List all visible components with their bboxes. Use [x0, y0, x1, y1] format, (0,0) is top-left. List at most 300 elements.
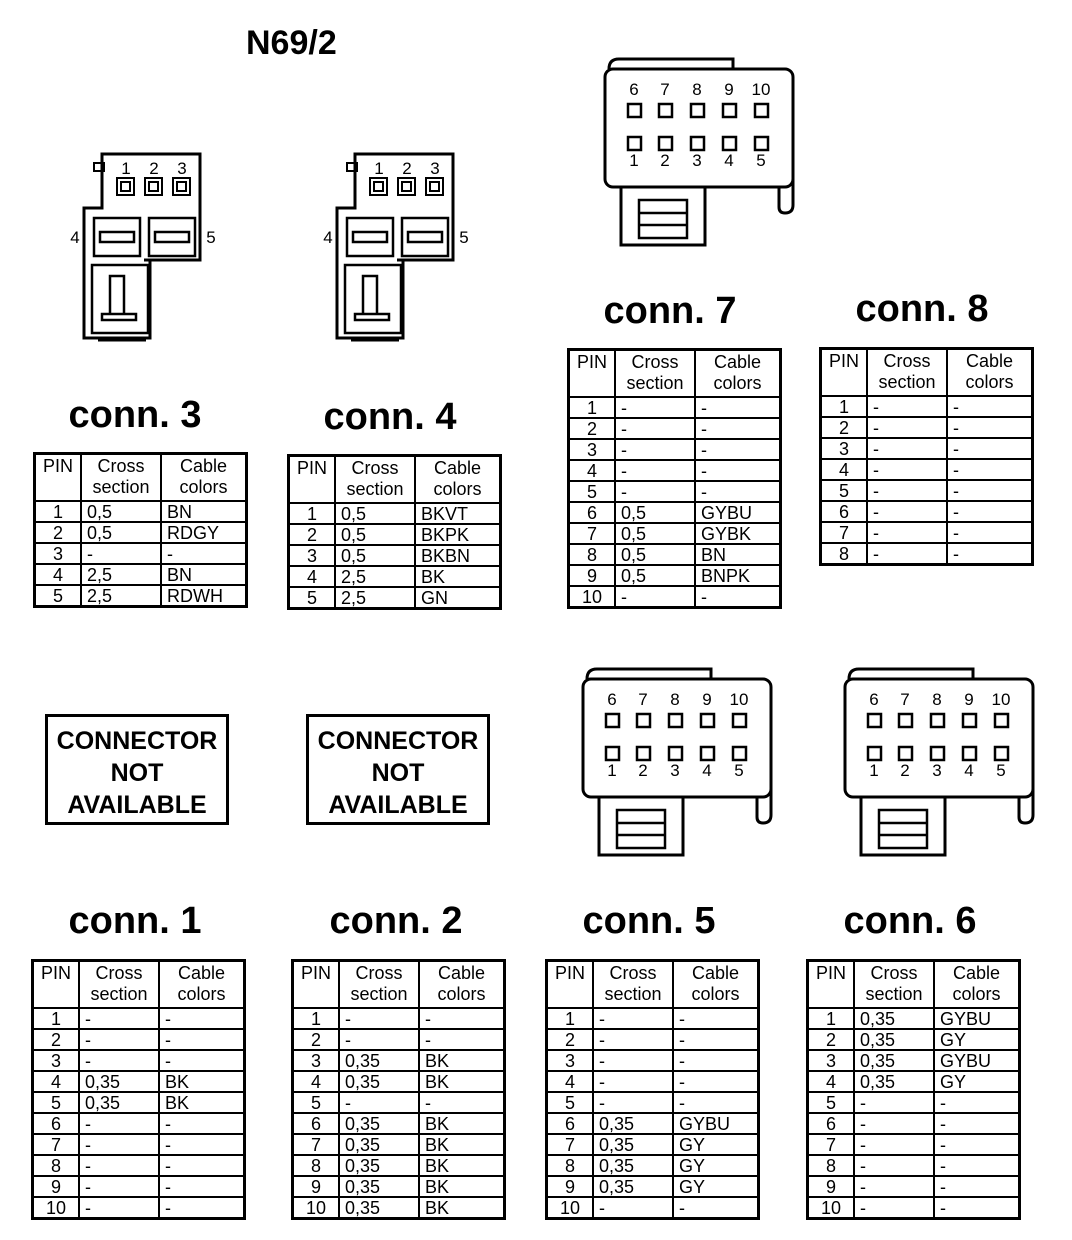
cross-section-cell: - — [593, 1029, 673, 1050]
table-row — [293, 1113, 505, 1134]
table-row — [33, 1176, 245, 1197]
cable-color-cell: - — [159, 1050, 245, 1071]
table-header-row — [547, 961, 759, 1009]
pin-cell: 6 — [821, 501, 868, 522]
cable-color-cell: BK — [415, 566, 501, 587]
cable-color-cell: - — [947, 480, 1033, 501]
cable-colors-header: Cable colors — [159, 961, 245, 1009]
pin-number-label: 5 — [756, 151, 766, 170]
pin-cell: 10 — [547, 1197, 594, 1219]
pin-number-label: 5 — [459, 228, 469, 247]
cable-color-cell: GY — [673, 1176, 759, 1197]
pin-cell: 6 — [808, 1113, 855, 1134]
pin-cell: 9 — [293, 1176, 340, 1197]
pin-header: PIN — [569, 350, 616, 398]
cable-color-cell: - — [934, 1113, 1020, 1134]
cable-color-cell: - — [695, 481, 781, 502]
pin-socket — [426, 178, 443, 195]
pin-header: PIN — [547, 961, 594, 1009]
not-available-line: CONNECTOR — [317, 727, 479, 755]
cross-section-cell: - — [867, 480, 947, 501]
table-row — [821, 543, 1033, 565]
pin-cell: 1 — [547, 1008, 594, 1029]
table-row — [35, 522, 247, 543]
pin-number-label: 7 — [900, 690, 910, 709]
pin-number-label: 2 — [660, 151, 670, 170]
cross-section-header: Cross section — [854, 961, 934, 1009]
cable-color-cell: - — [159, 1155, 245, 1176]
table-row — [821, 522, 1033, 543]
table-row — [569, 502, 781, 523]
cable-color-cell: - — [159, 1029, 245, 1050]
pin-cell: 2 — [289, 524, 336, 545]
cable-colors-header: Cable colors — [415, 456, 501, 504]
pin-cell: 5 — [808, 1092, 855, 1113]
table-row — [808, 1092, 1020, 1113]
cable-color-cell: - — [159, 1113, 245, 1134]
pin-number-label: 3 — [177, 159, 187, 178]
pin-cell: 7 — [293, 1134, 340, 1155]
table-row — [293, 1029, 505, 1050]
pin-cell: 6 — [569, 502, 616, 523]
table-row — [547, 1197, 759, 1219]
cross-section-cell: - — [79, 1050, 159, 1071]
table-row — [569, 418, 781, 439]
cross-section-cell: - — [79, 1176, 159, 1197]
table-row — [821, 459, 1033, 480]
cable-color-cell: GYBU — [934, 1050, 1020, 1071]
table-row — [33, 1134, 245, 1155]
pin-cell: 3 — [33, 1050, 80, 1071]
pin-number-label: 2 — [638, 761, 648, 780]
cable-color-cell: - — [419, 1008, 505, 1029]
pin-header: PIN — [293, 961, 340, 1009]
table-header-row — [569, 350, 781, 398]
pin-number-label: 5 — [734, 761, 744, 780]
pin-cell: 4 — [293, 1071, 340, 1092]
table-row — [35, 564, 247, 585]
lock-tab — [639, 200, 687, 238]
table-row — [547, 1071, 759, 1092]
cable-color-cell: - — [419, 1092, 505, 1113]
not-available-line: AVAILABLE — [67, 791, 207, 819]
table-row — [808, 1155, 1020, 1176]
bottom-lock — [621, 187, 705, 245]
conn-4-title: conn. 4 — [323, 396, 457, 438]
not-available-line: NOT — [110, 759, 164, 787]
table-row — [821, 501, 1033, 522]
pin-socket — [177, 182, 186, 191]
cable-color-cell: - — [934, 1176, 1020, 1197]
pin-cell: 5 — [547, 1092, 594, 1113]
pin-socket — [402, 182, 411, 191]
pin-cell: 1 — [821, 396, 868, 417]
pin-number-label: 7 — [660, 80, 670, 99]
cable-color-cell: - — [673, 1092, 759, 1113]
cable-color-cell: BN — [161, 564, 247, 585]
cross-section-cell: - — [615, 418, 695, 439]
cross-section-header: Cross section — [79, 961, 159, 1009]
pin-number-label: 2 — [149, 159, 159, 178]
table-row — [808, 1113, 1020, 1134]
cross-section-cell: - — [854, 1134, 934, 1155]
table-row — [569, 460, 781, 481]
table-header-row — [293, 961, 505, 1009]
pin-cell: 10 — [33, 1197, 80, 1219]
pin-socket — [398, 178, 415, 195]
cross-section-cell: - — [593, 1050, 673, 1071]
cross-section-cell: - — [339, 1029, 419, 1050]
lock-tab — [355, 276, 389, 320]
cross-section-cell: 0,35 — [593, 1176, 673, 1197]
cross-section-cell: - — [854, 1113, 934, 1134]
pin-cell: 6 — [547, 1113, 594, 1134]
cable-color-cell: - — [673, 1197, 759, 1219]
cable-color-cell: GY — [934, 1071, 1020, 1092]
cross-section-cell: - — [79, 1008, 159, 1029]
cross-section-cell: 0,5 — [335, 503, 415, 524]
cross-section-cell: 0,35 — [79, 1071, 159, 1092]
cable-color-cell: - — [947, 501, 1033, 522]
table-header-row — [289, 456, 501, 504]
pin-header: PIN — [35, 454, 82, 502]
cable-colors-header: Cable colors — [419, 961, 505, 1009]
cable-color-cell: - — [419, 1029, 505, 1050]
table-row — [569, 523, 781, 544]
table-row — [808, 1197, 1020, 1219]
cross-section-cell: - — [867, 543, 947, 565]
not-available-line: NOT — [371, 759, 425, 787]
pin-cell: 4 — [289, 566, 336, 587]
table-row — [547, 1113, 759, 1134]
pin-cell: 9 — [547, 1176, 594, 1197]
cable-color-cell: BNPK — [695, 565, 781, 586]
conn-3-pin-table — [33, 452, 248, 608]
table-row — [569, 586, 781, 608]
pin-cell: 7 — [547, 1134, 594, 1155]
cable-color-cell: - — [947, 459, 1033, 480]
pin-cell: 7 — [808, 1134, 855, 1155]
cross-section-cell: 0,35 — [854, 1050, 934, 1071]
table-row — [547, 1155, 759, 1176]
cable-color-cell: BK — [419, 1071, 505, 1092]
cross-section-cell: 0,35 — [339, 1071, 419, 1092]
cable-colors-header: Cable colors — [673, 961, 759, 1009]
pin-cell: 1 — [33, 1008, 80, 1029]
cable-color-cell: - — [934, 1134, 1020, 1155]
table-row — [33, 1029, 245, 1050]
pin-cell: 2 — [35, 522, 82, 543]
pin-cell: 8 — [33, 1155, 80, 1176]
pin-cell: 3 — [547, 1050, 594, 1071]
cross-section-cell: - — [593, 1071, 673, 1092]
cable-color-cell: - — [673, 1029, 759, 1050]
table-row — [33, 1050, 245, 1071]
table-row — [35, 501, 247, 522]
conn-3-title: conn. 3 — [68, 394, 202, 436]
pin-cell: 2 — [293, 1029, 340, 1050]
pin-number-label: 10 — [729, 690, 749, 709]
pin-socket — [374, 182, 383, 191]
pin-cell: 1 — [293, 1008, 340, 1029]
cable-color-cell: - — [159, 1197, 245, 1219]
cross-section-cell: 0,35 — [339, 1113, 419, 1134]
table-row — [821, 396, 1033, 417]
pin-cell: 5 — [293, 1092, 340, 1113]
table-row — [547, 1092, 759, 1113]
cable-color-cell: - — [673, 1050, 759, 1071]
pin-cell: 10 — [293, 1197, 340, 1219]
pin-number-label: 9 — [724, 80, 734, 99]
table-row — [33, 1071, 245, 1092]
conn-1-title: conn. 1 — [68, 900, 202, 942]
pin-cell: 9 — [808, 1176, 855, 1197]
lock-tab — [879, 810, 927, 848]
power-socket — [155, 232, 189, 242]
cross-section-cell: 2,5 — [81, 564, 161, 585]
cross-section-cell: 0,35 — [339, 1134, 419, 1155]
cable-color-cell: - — [159, 1008, 245, 1029]
cable-color-cell: BK — [159, 1071, 245, 1092]
lock-tab-lines — [639, 213, 687, 225]
pin-cell: 4 — [35, 564, 82, 585]
cross-section-cell: - — [854, 1176, 934, 1197]
pin-cell: 3 — [569, 439, 616, 460]
cross-section-cell: - — [593, 1008, 673, 1029]
not-available-line: AVAILABLE — [328, 791, 468, 819]
connector-7-drawing — [605, 59, 793, 245]
pin-cell: 3 — [821, 438, 868, 459]
cable-color-cell: BKBN — [415, 545, 501, 566]
cross-section-cell: - — [81, 543, 161, 564]
cross-section-header: Cross section — [593, 961, 673, 1009]
cross-section-header: Cross section — [339, 961, 419, 1009]
pin-cell: 8 — [808, 1155, 855, 1176]
cable-color-cell: - — [934, 1197, 1020, 1219]
cross-section-header: Cross section — [81, 454, 161, 502]
conn-2-title: conn. 2 — [329, 900, 463, 942]
cross-section-cell: 0,5 — [615, 502, 695, 523]
conn-7-pin-table — [567, 348, 782, 609]
cable-color-cell: - — [695, 418, 781, 439]
table-row — [808, 1176, 1020, 1197]
table-row — [547, 1134, 759, 1155]
cable-color-cell: - — [159, 1176, 245, 1197]
cable-color-cell: BK — [159, 1092, 245, 1113]
pin-number-label: 8 — [932, 690, 942, 709]
table-row — [33, 1092, 245, 1113]
cross-section-cell: 2,5 — [335, 566, 415, 587]
table-row — [808, 1008, 1020, 1029]
lock-tab — [102, 276, 136, 320]
table-row — [293, 1008, 505, 1029]
cross-section-cell: - — [615, 397, 695, 418]
pin-cell: 8 — [569, 544, 616, 565]
table-row — [808, 1134, 1020, 1155]
table-row — [33, 1008, 245, 1029]
table-row — [293, 1050, 505, 1071]
cable-color-cell: GYBU — [934, 1008, 1020, 1029]
cross-section-cell: 0,35 — [79, 1092, 159, 1113]
cross-section-cell: - — [79, 1029, 159, 1050]
table-row — [33, 1113, 245, 1134]
bottom-lock — [861, 797, 945, 855]
table-row — [289, 503, 501, 524]
cross-section-cell: 2,5 — [335, 587, 415, 609]
power-socket — [100, 232, 134, 242]
pin-cell: 2 — [547, 1029, 594, 1050]
cross-section-cell: 0,5 — [615, 544, 695, 565]
pin-cell: 5 — [35, 585, 82, 607]
cross-section-cell: 0,35 — [593, 1155, 673, 1176]
conn-6-title: conn. 6 — [843, 900, 977, 942]
pin-number-label: 3 — [692, 151, 702, 170]
cross-section-cell: 0,35 — [593, 1134, 673, 1155]
pin-number-label: 1 — [629, 151, 639, 170]
cross-section-cell: - — [867, 501, 947, 522]
cable-color-cell: GY — [673, 1155, 759, 1176]
cable-color-cell: - — [947, 543, 1033, 565]
pin-number-label: 6 — [869, 690, 879, 709]
cross-section-cell: - — [867, 438, 947, 459]
pin-cell: 5 — [821, 480, 868, 501]
cross-section-cell: - — [615, 460, 695, 481]
table-row — [293, 1092, 505, 1113]
table-row — [293, 1071, 505, 1092]
pin-header: PIN — [33, 961, 80, 1009]
cross-section-cell: - — [339, 1092, 419, 1113]
pin-header: PIN — [289, 456, 336, 504]
cable-color-cell: BK — [419, 1176, 505, 1197]
cross-section-cell: 2,5 — [81, 585, 161, 607]
cable-color-cell: - — [161, 543, 247, 564]
pin-cell: 8 — [821, 543, 868, 565]
connector-1-not-available-box — [45, 714, 229, 825]
table-row — [293, 1134, 505, 1155]
pin-number-label: 4 — [964, 761, 974, 780]
pin-number-label: 7 — [638, 690, 648, 709]
table-row — [35, 543, 247, 564]
pin-cell: 3 — [289, 545, 336, 566]
cable-color-cell: - — [673, 1071, 759, 1092]
pin-number-label: 3 — [670, 761, 680, 780]
cross-section-cell: - — [79, 1134, 159, 1155]
cross-section-cell: - — [593, 1092, 673, 1113]
cross-section-header: Cross section — [615, 350, 695, 398]
pin-number-label: 9 — [964, 690, 974, 709]
cable-color-cell: GYBU — [673, 1113, 759, 1134]
cable-color-cell: GN — [415, 587, 501, 609]
cable-color-cell: BKVT — [415, 503, 501, 524]
pin-cell: 6 — [293, 1113, 340, 1134]
cross-section-cell: 0,5 — [81, 501, 161, 522]
table-row — [289, 545, 501, 566]
cross-section-cell: 0,5 — [615, 523, 695, 544]
connector-2-not-available-box — [306, 714, 490, 825]
pin-number-label: 6 — [629, 80, 639, 99]
cross-section-cell: 0,35 — [593, 1113, 673, 1134]
cable-color-cell: RDGY — [161, 522, 247, 543]
cross-section-cell: 0,35 — [339, 1050, 419, 1071]
pin-cell: 9 — [33, 1176, 80, 1197]
cable-color-cell: - — [695, 439, 781, 460]
conn-2-pin-table — [291, 959, 506, 1220]
cable-color-cell: - — [934, 1155, 1020, 1176]
pin-header: PIN — [808, 961, 855, 1009]
table-row — [808, 1050, 1020, 1071]
cable-color-cell: BK — [419, 1113, 505, 1134]
pin-socket — [149, 182, 158, 191]
table-header-row — [821, 349, 1033, 397]
cross-section-header: Cross section — [867, 349, 947, 397]
cross-section-cell: 0,5 — [81, 522, 161, 543]
cross-section-cell: - — [593, 1197, 673, 1219]
cable-color-cell: BK — [419, 1050, 505, 1071]
not-available-line: CONNECTOR — [56, 727, 218, 755]
cable-colors-header: Cable colors — [161, 454, 247, 502]
cable-color-cell: - — [947, 438, 1033, 459]
pin-cell: 3 — [293, 1050, 340, 1071]
cable-color-cell: - — [159, 1134, 245, 1155]
pin-number-label: 3 — [430, 159, 440, 178]
conn-8-pin-table — [819, 347, 1034, 566]
cable-color-cell: - — [947, 522, 1033, 543]
cable-colors-header: Cable colors — [695, 350, 781, 398]
cable-color-cell: GYBU — [695, 502, 781, 523]
cross-section-cell: 0,35 — [339, 1197, 419, 1219]
pin-number-label: 9 — [702, 690, 712, 709]
cross-section-cell: 0,5 — [335, 524, 415, 545]
table-row — [33, 1197, 245, 1219]
table-row — [821, 438, 1033, 459]
pin-cell: 1 — [808, 1008, 855, 1029]
table-row — [293, 1197, 505, 1219]
pin-cell: 3 — [808, 1050, 855, 1071]
table-row — [821, 480, 1033, 501]
pin-number-label: 5 — [996, 761, 1006, 780]
table-header-row — [35, 454, 247, 502]
cross-section-cell: - — [854, 1155, 934, 1176]
power-socket — [408, 232, 442, 242]
cross-section-cell: - — [867, 522, 947, 543]
pin-number-label: 6 — [607, 690, 617, 709]
cable-colors-header: Cable colors — [947, 349, 1033, 397]
pin-cell: 2 — [808, 1029, 855, 1050]
pin-cell: 2 — [569, 418, 616, 439]
pin-number-label: 2 — [402, 159, 412, 178]
table-row — [547, 1050, 759, 1071]
pin-cell: 5 — [569, 481, 616, 502]
lock-tab-lines — [879, 823, 927, 835]
cable-color-cell: - — [695, 397, 781, 418]
cable-color-cell: GYBK — [695, 523, 781, 544]
table-row — [289, 587, 501, 609]
connector-3-drawing — [70, 154, 215, 340]
cross-section-cell: - — [867, 459, 947, 480]
cross-section-cell: 0,35 — [854, 1071, 934, 1092]
cross-section-cell: - — [867, 417, 947, 438]
cross-section-cell: 0,35 — [854, 1008, 934, 1029]
cross-section-cell: - — [79, 1197, 159, 1219]
cable-color-cell: - — [947, 396, 1033, 417]
table-row — [569, 481, 781, 502]
cross-section-header: Cross section — [335, 456, 415, 504]
pin-cell: 4 — [569, 460, 616, 481]
conn-5-title: conn. 5 — [582, 900, 716, 942]
cable-color-cell: BK — [419, 1197, 505, 1219]
cable-color-cell: BKPK — [415, 524, 501, 545]
cable-color-cell: BN — [695, 544, 781, 565]
